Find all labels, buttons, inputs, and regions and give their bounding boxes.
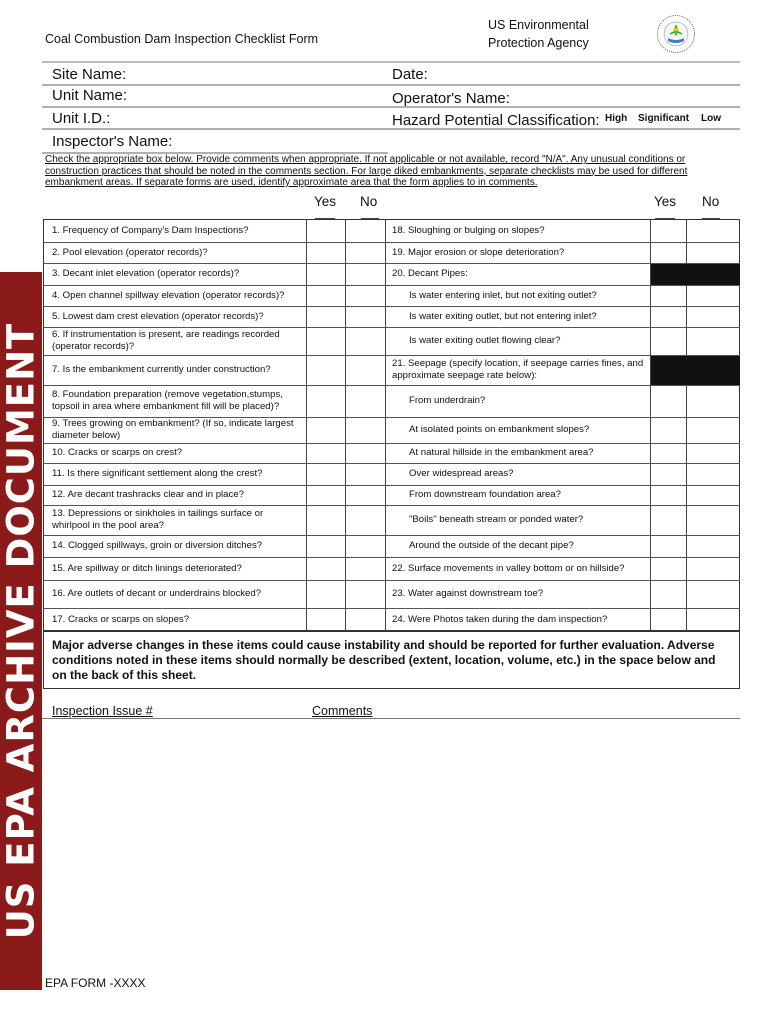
checklist-item-left: 4. Open channel spillway elevation (operator records)? [52, 289, 285, 301]
no-checkbox[interactable] [346, 285, 385, 306]
yes-checkbox[interactable] [307, 306, 345, 327]
yes-checkbox[interactable] [307, 417, 345, 443]
checklist-item-right: Is water entering inlet, but not exiting outlet? [409, 289, 597, 301]
no-checkbox[interactable] [687, 443, 740, 463]
no-checkbox[interactable] [687, 417, 740, 443]
hazard-option-high[interactable]: High [605, 113, 628, 124]
yes-checkbox[interactable] [307, 485, 345, 505]
yes-checkbox[interactable] [651, 417, 686, 443]
header-rule [42, 61, 740, 63]
yes-checkbox[interactable] [651, 306, 686, 327]
yes-checkbox[interactable] [651, 580, 686, 608]
checklist-item-left: 10. Cracks or scarps on crest? [52, 447, 183, 458]
checklist-item-right: At isolated points on embankment slopes? [409, 424, 590, 435]
yes-checkbox[interactable] [651, 443, 686, 463]
no-checkbox[interactable] [687, 385, 740, 417]
no-checkbox[interactable] [687, 306, 740, 327]
yes-checkbox[interactable] [651, 463, 686, 485]
checklist-item-right: 22. Surface movements in valley bottom or on hillside? [392, 562, 625, 574]
no-checkbox[interactable] [346, 557, 385, 580]
no-checkbox[interactable] [687, 327, 740, 355]
no-checkbox[interactable] [346, 608, 385, 631]
yes-checkbox[interactable] [651, 608, 686, 631]
no-checkbox[interactable] [687, 535, 740, 557]
checklist-item-left: 3. Decant inlet elevation (operator records)? [52, 268, 240, 279]
yes-checkbox[interactable] [651, 557, 686, 580]
checklist-item-left: 15. Are spillway or ditch linings deteriorated? [52, 562, 242, 574]
field-rule [42, 84, 740, 86]
checklist-item-left: 6. If instrumentation is present, are readings recorded (operator records)? [52, 329, 280, 352]
archive-watermark-text: US EPA ARCHIVE DOCUMENT [0, 322, 43, 940]
no-checkbox[interactable] [687, 505, 740, 535]
column-divider [385, 219, 386, 631]
yes-checkbox[interactable] [307, 557, 345, 580]
checklist-item-left: 7. Is the embankment currently under construction? [52, 364, 271, 375]
yes-checkbox[interactable] [651, 385, 686, 417]
no-checkbox[interactable] [346, 505, 385, 535]
agency-line-2: Protection Agency [488, 36, 589, 50]
yes-checkbox[interactable] [307, 580, 345, 608]
yes-checkbox[interactable] [307, 535, 345, 557]
unit-name-label: Unit Name: [52, 87, 128, 104]
checklist-item-right: From downstream foundation area? [409, 489, 561, 500]
checklist-item-right: From underdrain? [409, 395, 486, 406]
checklist-item-right: "Boils" beneath stream or ponded water? [409, 514, 584, 525]
no-checkbox[interactable] [346, 355, 385, 385]
yes-checkbox[interactable] [307, 463, 345, 485]
checklist-item-right: 20. Decant Pipes: [392, 268, 468, 279]
yes-checkbox[interactable] [651, 485, 686, 505]
comments-header: Comments [312, 704, 373, 718]
no-checkbox[interactable] [687, 580, 740, 608]
no-checkbox[interactable] [687, 285, 740, 306]
checklist-item-left: 16. Are outlets of decant or underdrains blocked? [52, 588, 262, 599]
no-checkbox[interactable] [346, 580, 385, 608]
hazard-option-low[interactable]: Low [701, 113, 721, 124]
yes-checkbox[interactable] [307, 327, 345, 355]
shaded-cell [651, 264, 740, 285]
yes-checkbox[interactable] [651, 242, 686, 263]
no-header-right: No [702, 194, 720, 209]
no-checkbox[interactable] [346, 327, 385, 355]
checklist-item-right: Is water exiting outlet flowing clear? [409, 335, 561, 346]
checklist-item-right: 23. Water against downstream toe? [392, 588, 544, 599]
yes-checkbox[interactable] [307, 263, 345, 285]
no-checkbox[interactable] [346, 306, 385, 327]
yes-checkbox[interactable] [651, 219, 686, 242]
form-number: EPA FORM -XXXX [45, 976, 146, 990]
yes-checkbox[interactable] [651, 327, 686, 355]
agency-line-1: US Environmental [488, 18, 589, 32]
yes-checkbox[interactable] [307, 242, 345, 263]
hazard-classification-label: Hazard Potential Classification: [392, 112, 600, 129]
checklist-item-right: 18. Sloughing or bulging on slopes? [392, 224, 545, 236]
operator-name-label: Operator's Name: [392, 90, 510, 107]
form-title: Coal Combustion Dam Inspection Checklist Form [45, 32, 319, 46]
yes-checkbox[interactable] [307, 385, 345, 417]
checklist-item-right: At natural hillside in the embankment area? [409, 447, 594, 458]
no-checkbox[interactable] [346, 263, 385, 285]
no-checkbox[interactable] [346, 219, 385, 242]
comments-rule [42, 718, 740, 719]
agency-name [488, 16, 628, 52]
no-checkbox[interactable] [346, 535, 385, 557]
no-checkbox[interactable] [346, 242, 385, 263]
no-checkbox[interactable] [687, 485, 740, 505]
checklist-item-left: 11. Is there significant settlement along the crest? [52, 468, 263, 479]
no-checkbox[interactable] [687, 463, 740, 485]
checklist-item-left: 13. Depressions or sinkholes in tailings surface or whirlpool in the pool area? [52, 508, 264, 531]
no-checkbox[interactable] [346, 485, 385, 505]
yes-checkbox[interactable] [307, 355, 345, 385]
no-checkbox[interactable] [687, 608, 740, 631]
checklist-item-left: 2. Pool elevation (operator records)? [52, 246, 208, 258]
yes-checkbox[interactable] [307, 443, 345, 463]
checklist-item-right: 24. Were Photos taken during the dam inspection? [392, 613, 608, 625]
checklist-item-left: 1. Frequency of Company's Dam Inspections? [52, 224, 249, 236]
checklist-item-left: 17. Cracks or scarps on slopes? [52, 613, 190, 625]
unit-id-label: Unit I.D.: [52, 110, 111, 127]
inspection-issue-header: Inspection Issue # [52, 704, 153, 718]
field-rule [42, 106, 740, 108]
date-label: Date: [392, 66, 428, 83]
checklist-item-left: 5. Lowest dam crest elevation (operator records)? [52, 310, 264, 322]
checklist-item-right: 21. Seepage (specify location, if seepage carries fines, and approximate seepage rate below): [392, 358, 644, 381]
epa-seal-icon [656, 14, 696, 54]
checklist-item-right: Over widespread areas? [409, 468, 514, 479]
no-checkbox[interactable] [687, 557, 740, 580]
yes-checkbox[interactable] [651, 535, 686, 557]
checklist-item-right: Is water exiting outlet, but not entering inlet? [409, 310, 597, 322]
no-checkbox[interactable] [346, 443, 385, 463]
yes-checkbox[interactable] [307, 285, 345, 306]
checklist-item-left: 8. Foundation preparation (remove vegetation,stumps, topsoil in area where embankment fill will be placed)? [52, 389, 283, 412]
checklist-item-right: 19. Major erosion or slope deterioration? [392, 246, 565, 258]
yes-header-left: Yes [314, 194, 337, 209]
yes-checkbox[interactable] [307, 608, 345, 631]
checklist-item-left: 9. Trees growing on embankment? (If so, indicate largest diameter below) [52, 418, 294, 441]
no-checkbox[interactable] [346, 385, 385, 417]
yes-checkbox[interactable] [307, 219, 345, 242]
shaded-cell [651, 355, 740, 385]
no-checkbox[interactable] [346, 463, 385, 485]
checklist-item-left: 12. Are decant trashracks clear and in place? [52, 489, 244, 500]
checklist-item-right: Around the outside of the decant pipe? [409, 540, 574, 551]
instructions: Check the appropriate box below. Provide comments when appropriate. If not applicable or not available, record "N/A". Any unusual conditions or construction practices that should be noted in the comments section. For large diked embankments, separate checklists may be used for different embankment areas. If separate forms are used, identify approximate area that the form applies to in comments. [45, 154, 688, 188]
archive-watermark [0, 272, 42, 990]
yes-header-right: Yes [654, 194, 677, 209]
yes-checkbox[interactable] [651, 505, 686, 535]
no-header-left: No [360, 194, 378, 209]
warning-note: Major adverse changes in these items could cause instability and should be reported for further evaluation. Adverse conditions noted in these items should normally be described (extent, location, volume, etc.) in the space below and on the back of this sheet. [43, 631, 740, 689]
field-rule [42, 128, 740, 130]
site-name-label: Site Name: [52, 66, 127, 83]
yes-checkbox[interactable] [651, 285, 686, 306]
checklist-item-left: 14. Clogged spillways, groin or diversion ditches? [52, 540, 263, 551]
no-checkbox[interactable] [346, 417, 385, 443]
no-checkbox[interactable] [687, 242, 740, 263]
yes-checkbox[interactable] [307, 505, 345, 535]
hazard-option-significant[interactable]: Significant [638, 113, 690, 124]
no-checkbox[interactable] [687, 219, 740, 242]
inspector-name-label: Inspector's Name: [52, 133, 173, 150]
